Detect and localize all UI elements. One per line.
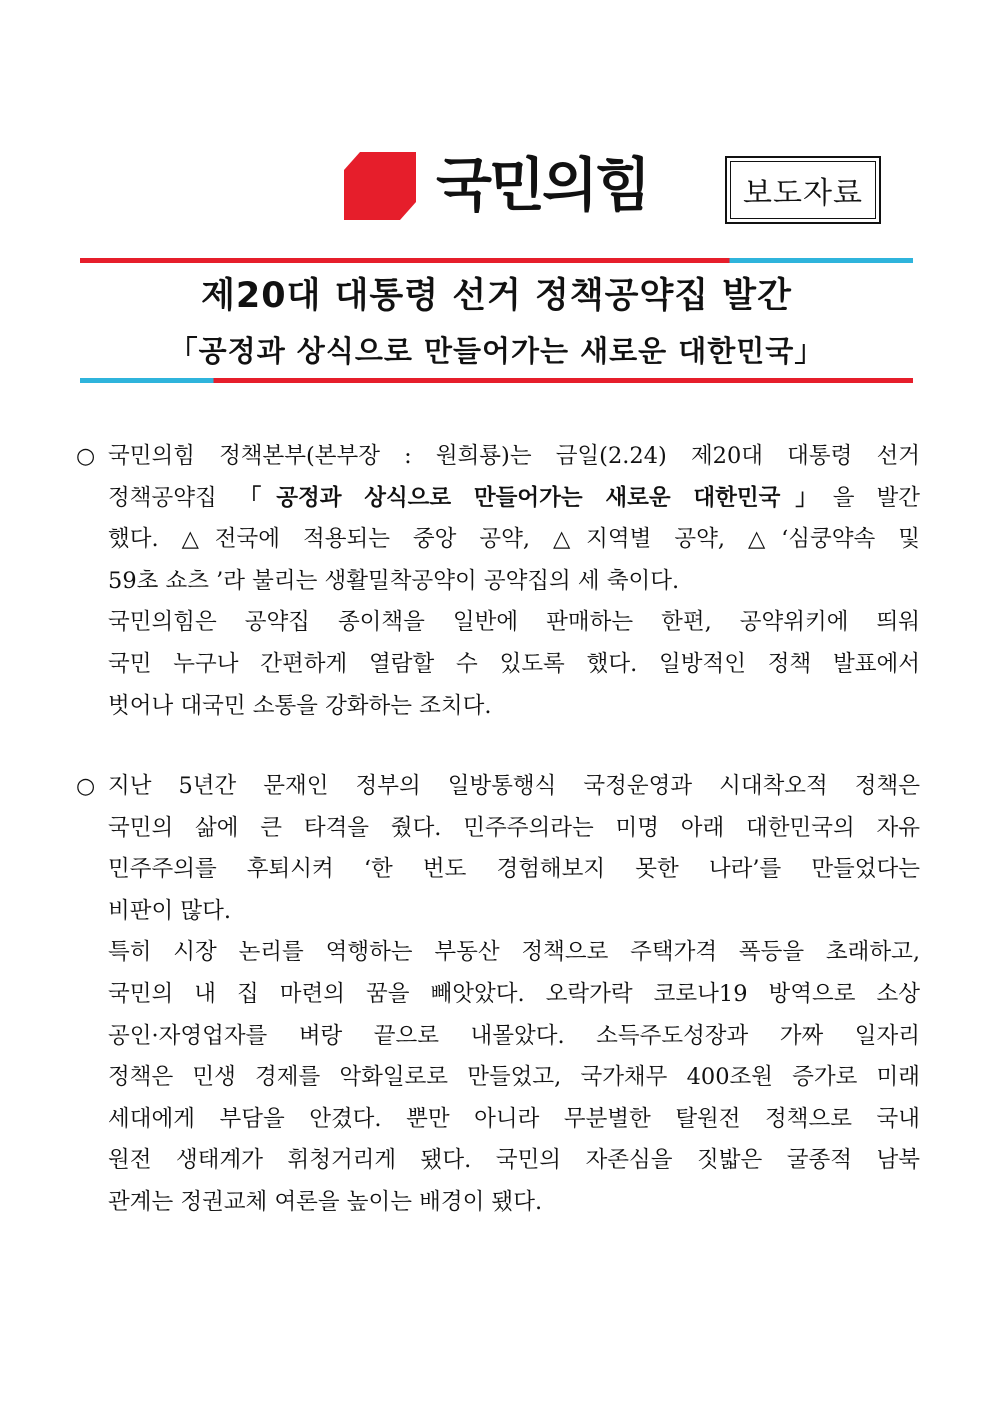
press-release-label: 보도자료 bbox=[730, 161, 876, 219]
text-line: 공인·자영업자를 벼랑 끝으로 내몰았다. 소득주도성장과 가짜 일자리 bbox=[108, 1022, 920, 1049]
page-title: 제20대 대통령 선거 정책공약집 발간 bbox=[201, 276, 792, 316]
text-line: 벗어나 대국민 소통을 강화하는 조치다. bbox=[108, 692, 492, 719]
text-line: 지난 5년간 문재인 정부의 일방통행식 국정운영과 시대착오적 정책은 bbox=[108, 773, 920, 799]
header bbox=[0, 0, 992, 240]
text-line: 민주주의를 후퇴시켜 ‘한 번도 경험해보지 못한 나라’를 만들었다는 bbox=[108, 856, 920, 883]
text-line: 국민 누구나 간편하게 열람할 수 있도록 했다. 일방적인 정책 발표에서 bbox=[108, 650, 920, 677]
party-name: 국민의힘 bbox=[436, 151, 649, 219]
bullet-1: ○ bbox=[76, 444, 96, 469]
text-line: 비판이 많다. bbox=[108, 897, 231, 924]
paragraph-1 bbox=[108, 436, 920, 727]
text-span: 을 발간 bbox=[832, 484, 920, 511]
text-span: 정책공약집 bbox=[108, 484, 239, 511]
text-line: 원전 생태계가 휘청거리게 됐다. 국민의 자존심을 짓밟은 굴종적 남북 bbox=[108, 1147, 920, 1174]
party-logo-icon bbox=[344, 152, 416, 220]
text-line bbox=[108, 478, 920, 520]
text-line: 국민의힘 정책본부(본부장 : 원희룡)는 금일(2.24) 제20대 대통령 선거 bbox=[108, 443, 920, 469]
bold-title-span: 「공정과 상식으로 만들어가는 새로운 대한민국」 bbox=[238, 484, 833, 511]
text-line: 국민의 삶에 큰 타격을 줬다. 민주주의라는 미명 아래 대한민국의 자유 bbox=[108, 814, 920, 841]
text-line: 정책은 민생 경제를 악화일로로 만들었고, 국가채무 400조원 증가로 미래 bbox=[108, 1064, 920, 1091]
text-line: 59초 쇼츠 ’라 불리는 생활밀착공약이 공약집의 세 축이다. bbox=[108, 567, 680, 594]
text-line: 했다. △전국에 적용되는 중앙 공약, △지역별 공약, △‘심쿵약속 및 bbox=[108, 526, 920, 553]
bullet-2: ○ bbox=[76, 774, 96, 799]
text-line: 특히 시장 논리를 역행하는 부동산 정책으로 주택가격 폭등을 초래하고, bbox=[108, 939, 920, 966]
paragraph-2 bbox=[108, 766, 920, 1224]
text-line: 관계는 정권교체 여론을 높이는 배경이 됐다. bbox=[108, 1188, 543, 1215]
bottom-divider bbox=[80, 378, 913, 383]
page-subtitle: 「공정과 상식으로 만들어가는 새로운 대한민국」 bbox=[168, 334, 825, 368]
text-line: 국민의힘은 공약집 종이책을 일반에 판매하는 한편, 공약위키에 띄워 bbox=[108, 609, 920, 636]
top-divider bbox=[80, 258, 913, 263]
text-line: 세대에게 부담을 안겼다. 뿐만 아니라 무분별한 탈원전 정책으로 국내 bbox=[108, 1105, 920, 1132]
text-line: 국민의 내 집 마련의 꿈을 빼앗았다. 오락가락 코로나19 방역으로 소상 bbox=[108, 980, 920, 1007]
press-release-box bbox=[725, 156, 881, 224]
